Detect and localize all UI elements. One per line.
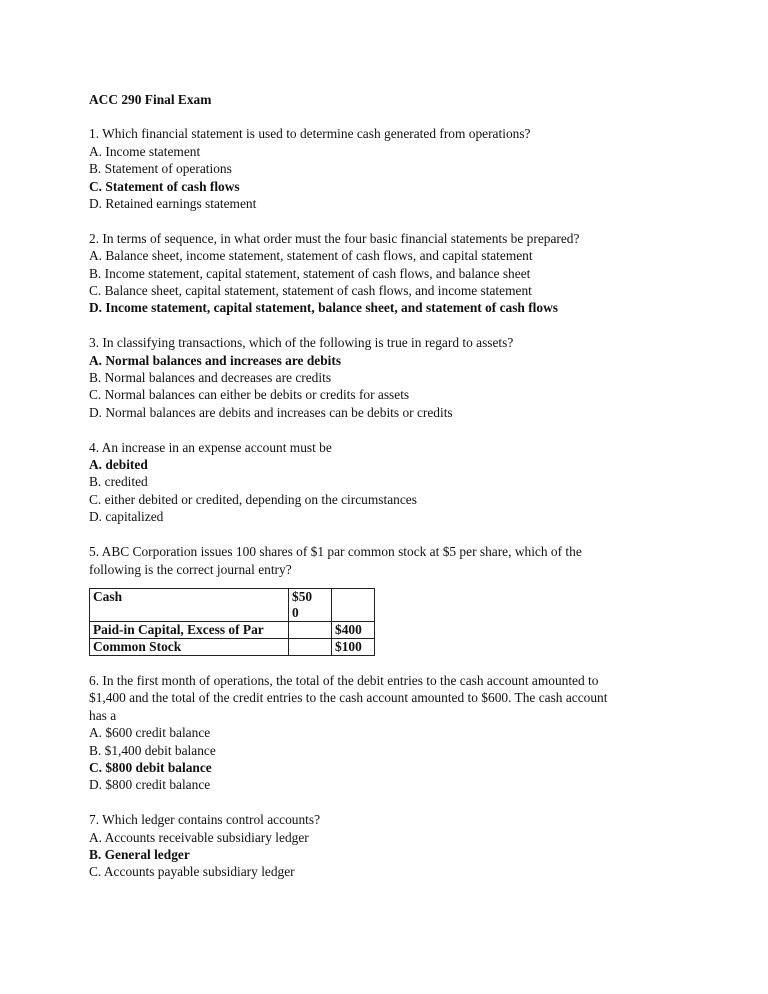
question-text: 7. Which ledger contains control accounts? [89,812,321,828]
option-b: B. $1,400 debit balance [89,742,216,758]
option-b: B. Statement of operations [89,161,232,177]
journal-entry-table [89,588,375,656]
option-b: B. Normal balances and decreases are credits [89,370,332,386]
account-cell: Paid-in Capital, Excess of Par [90,621,289,638]
credit-cell: $400 [332,621,375,638]
question-5 [89,543,709,656]
option-d: D. $800 credit balance [89,777,211,793]
option-a: A. $600 credit balance [89,725,211,741]
question-text-line-2: $1,400 and the total of the credit entries to the cash account amounted to $600. The cash account [89,690,608,706]
question-4 [89,439,709,526]
exam-title: ACC 290 Final Exam [89,92,212,107]
account-cell: Common Stock [90,638,289,655]
option-c: C. Balance sheet, capital statement, statement of cash flows, and income statement [89,283,532,299]
debit-cell [289,638,332,655]
option-a-correct: A. Normal balances and increases are debits [89,352,342,368]
option-b-correct: B. General ledger [89,846,190,862]
option-c: C. either debited or credited, depending on the circumstances [89,491,417,507]
option-d-correct: D. Income statement, capital statement, balance sheet, and statement of cash flows [89,300,558,316]
debit-line-1: $50 [292,588,313,604]
question-text-line-3: has a [89,707,117,723]
option-a: A. Balance sheet, income statement, statement of cash flows, and capital statement [89,248,533,264]
option-c: C. Normal balances can either be debits or credits for assets [89,387,410,403]
option-d: D. capitalized [89,509,164,525]
debit-cell [289,588,332,621]
question-text: 1. Which financial statement is used to determine cash generated from operations? [89,126,531,142]
journal-row-common-stock [90,638,375,655]
question-7 [89,811,709,881]
option-c: C. Accounts payable subsidiary ledger [89,864,295,880]
option-c-correct: C. $800 debit balance [89,759,212,775]
exam-page [89,91,709,898]
option-d: D. Normal balances are debits and increases can be debits or credits [89,404,453,420]
option-b: B. credited [89,474,148,490]
question-1 [89,125,709,212]
option-a-correct: A. debited [89,457,148,473]
question-text: 2. In terms of sequence, in what order must the four basic financial statements be prepared? [89,230,580,246]
question-6 [89,672,709,794]
question-text: 4. An increase in an expense account must be [89,439,332,455]
option-c-correct: C. Statement of cash flows [89,178,240,194]
credit-cell [332,588,375,621]
option-a: A. Accounts receivable subsidiary ledger [89,829,309,845]
question-text-line-1: 5. ABC Corporation issues 100 shares of $1 par common stock at $5 per share, which of the [89,544,582,560]
credit-cell: $100 [332,638,375,655]
account-cell: Cash [90,588,289,621]
question-text-line-2: following is the correct journal entry? [89,561,292,577]
question-text-line-1: 6. In the first month of operations, the total of the debit entries to the cash account amounted to [89,672,599,688]
option-d: D. Retained earnings statement [89,196,257,212]
option-a: A. Income statement [89,143,201,159]
debit-line-2: 0 [292,604,299,620]
debit-cell [289,621,332,638]
journal-row-cash [90,588,375,621]
option-b: B. Income statement, capital statement, statement of cash flows, and balance sheet [89,265,531,281]
journal-row-paid-in-capital [90,621,375,638]
question-3 [89,334,709,421]
question-2 [89,230,709,317]
question-text: 3. In classifying transactions, which of the following is true in regard to assets? [89,335,514,351]
